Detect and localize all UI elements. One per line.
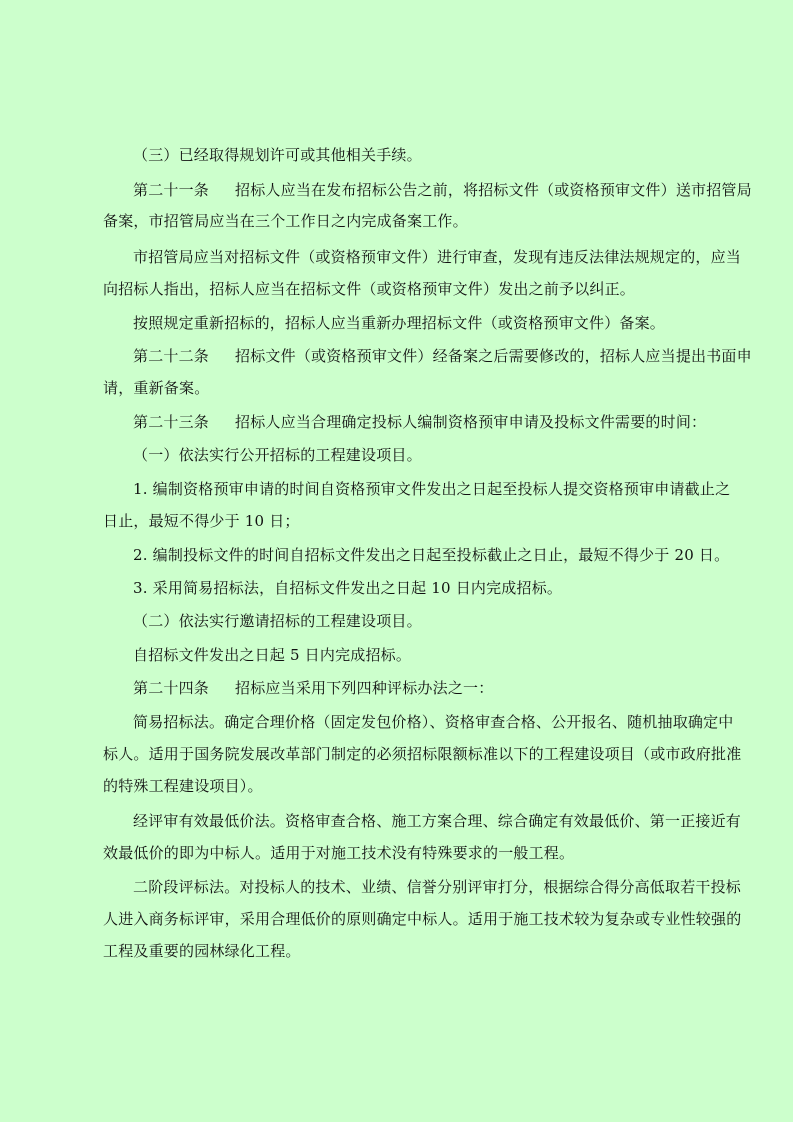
article-22-number: 第二十二条: [133, 347, 210, 365]
simple-method-line-3: 的特殊工程建设项目）。: [103, 777, 263, 795]
item-1-line-2: 日止，最短不得少于 10 日；: [103, 512, 300, 530]
article-21-line-1: [133, 180, 752, 200]
article-21-text: 招标人应当在发布招标公告之前，将招标文件（或资格预审文件）送市招管局: [235, 181, 752, 199]
item-1-line-1: 1. 编制资格预审申请的时间自资格预审文件发出之日起至投标人提交资格预审申请截止之: [133, 480, 731, 498]
article-24-line-1: [133, 678, 493, 698]
invited-tender-deadline: 自招标文件发出之日起 5 日内完成招标。: [133, 646, 412, 664]
two-stage-method-line-2: 人进入商务标评审，采用合理低价的原则确定中标人。适用于施工技术较为复杂或专业性较强的: [103, 910, 742, 928]
article-23-line-1: [133, 412, 706, 432]
lowest-price-method-line-1: 经评审有效最低价法。资格审查合格、施工方案合理、综合确定有效最低价、第一正接近有: [133, 812, 742, 830]
two-stage-method-line-1: 二阶段评标法。对投标人的技术、业绩、信誉分别评审打分，根据综合得分高低取若干投标: [133, 878, 742, 896]
article-22-line-2: 请，重新备案。: [103, 379, 210, 397]
item-3: 3. 采用简易招标法，自招标文件发出之日起 10 日内完成招标。: [133, 579, 563, 597]
two-stage-method-line-3: 工程及重要的园林绿化工程。: [103, 942, 301, 960]
re-tender-paragraph: 按照规定重新招标的，招标人应当重新办理招标文件（或资格预审文件）备案。: [133, 314, 666, 332]
paragraph-condition-3: （三）已经取得规划许可或其他相关手续。: [133, 146, 422, 164]
article-21-number: 第二十一条: [133, 181, 210, 199]
lowest-price-method-line-2: 效最低价的即为中标人。适用于对施工技术没有特殊要求的一般工程。: [103, 844, 575, 862]
public-tender-item: （一）依法实行公开招标的工程建设项目。: [133, 446, 422, 464]
article-21-line-2: 备案，市招管局应当在三个工作日之内完成备案工作。: [103, 212, 468, 230]
article-24-text: 招标应当采用下列四种评标办法之一：: [235, 679, 494, 697]
simple-method-line-2: 标人。适用于国务院发展改革部门制定的必须招标限额标准以下的工程建设项目（或市政府批准: [103, 745, 742, 763]
article-24-number: 第二十四条: [133, 679, 210, 697]
item-2: 2. 编制投标文件的时间自招标文件发出之日起至投标截止之日止，最短不得少于 20 日。: [133, 546, 730, 564]
review-paragraph-line-1: 市招管局应当对招标文件（或资格预审文件）进行审查，发现有违反法律法规规定的，应当: [133, 248, 742, 266]
article-23-number: 第二十三条: [133, 413, 210, 431]
review-paragraph-line-2: 向招标人指出，招标人应当在招标文件（或资格预审文件）发出之前予以纠正。: [103, 280, 636, 298]
article-22-text: 招标文件（或资格预审文件）经备案之后需要修改的，招标人应当提出书面申: [235, 347, 752, 365]
article-23-text: 招标人应当合理确定投标人编制资格预审申请及投标文件需要的时间：: [235, 413, 707, 431]
article-22-line-1: [133, 346, 752, 366]
simple-method-line-1: 简易招标法。确定合理价格（固定发包价格）、资格审查合格、公开报名、随机抽取确定中: [133, 713, 734, 731]
invited-tender-item: （二）依法实行邀请招标的工程建设项目。: [133, 612, 422, 630]
